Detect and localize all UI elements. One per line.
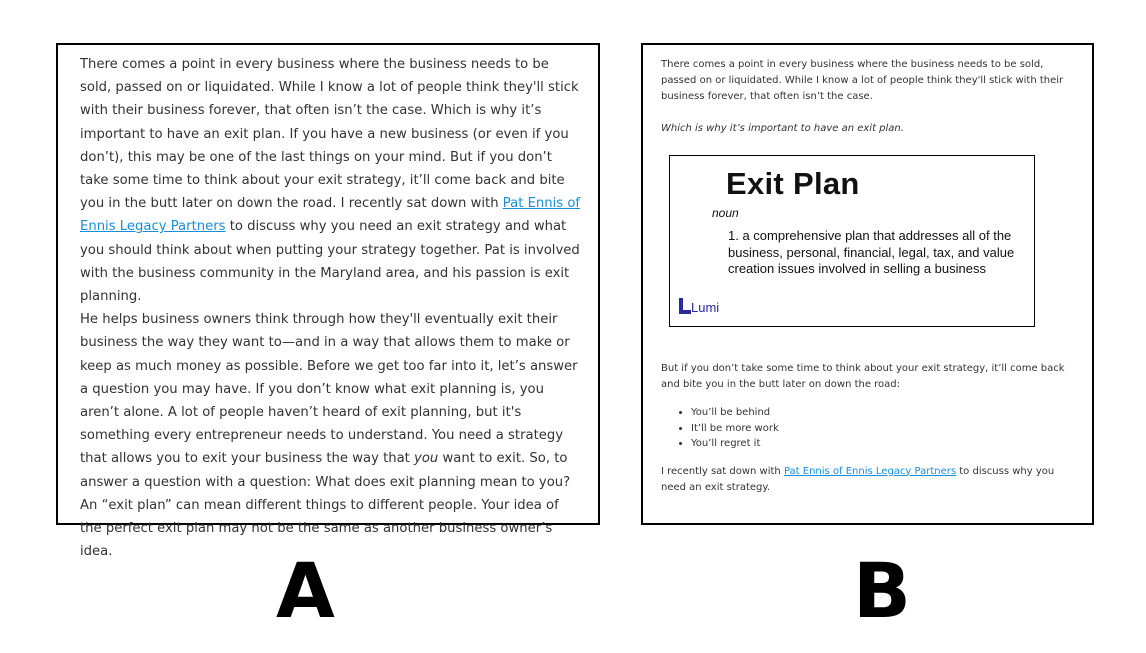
definition-word: Exit Plan [726, 166, 860, 201]
definition-text: 1. a comprehensive plan that addresses all of the business, personal, financial, legal, tax, and value creation issues involved in selling a business [728, 228, 1015, 276]
panel-b-intro: There comes a point in every business where the business needs to be sold, passed on or liquidated. While I know a lot of people think they'll stick with their business forever, that often isn’t the case. [661, 59, 1064, 102]
lumi-logo-text: Lumi [691, 300, 720, 315]
definition-card [669, 155, 1035, 327]
list-item: • You’ll be behind [691, 405, 1081, 421]
panel-b-lower-text [661, 361, 1081, 496]
panel-a [56, 43, 600, 560]
panel-b [641, 43, 1094, 525]
panel-b-top-text [661, 57, 1081, 137]
lumi-logo [678, 297, 722, 315]
label-b: B [853, 546, 911, 635]
panel-b-middle: But if you don’t take some time to think about your exit strategy, it’ll come back and bite you in the butt later on down the road: [661, 363, 1065, 390]
definition-part-of-speech: noun [712, 206, 739, 220]
label-a: A [276, 546, 335, 635]
panel-a-paragraph-2: He helps business owners think through how they'll eventually exit their business the way they want to—and in a way that allows them to make or keep as much money as possible. Before we get too far into it, let’s answer a question you may have. If you don’t know what exit planning is, you aren’t alone. A lot of people haven’t heard of exit planning, but it's something every entrepreneur needs to understand. You need a strategy that allows you to exit your business the way that you want to exit. So, to answer a question with a question: What does exit planning mean to you? An “exit plan” can mean different things to different people. Your idea of the perfect exit plan may not be the same as another business owner’s idea. [80, 312, 578, 560]
pat-ennis-link[interactable]: Pat Ennis of Ennis Legacy Partners [80, 196, 581, 235]
panel-a-paragraph-1: There comes a point in every business where the business needs to be sold, passed on or liquidated. While I know a lot of people think they'll stick with their business forever, that often isn’t the case. Which is why it’s important to have an exit plan. If you have a new business (or even if you don’t), this may be one of the last things on your mind. But if you don’t take some time to think about your exit strategy, it’ll come back and bite you in the butt later on down the road. I recently sat down with Pat Ennis of Ennis Legacy Partners to discuss why you need an exit strategy and what you should think about when putting your strategy together. Pat is involved with the business community in the Maryland area, and his passion is exit planning. [80, 57, 581, 305]
bullet-list [661, 405, 1081, 452]
panel-b-italic-line: Which is why it’s important to have an exit plan. [661, 123, 904, 134]
panel-b-closing: I recently sat down with Pat Ennis of Ennis Legacy Partners to discuss why you need an exit strategy. [661, 465, 1055, 493]
panel-a-text [80, 53, 582, 563]
list-item: • It’ll be more work [691, 421, 1081, 437]
pat-ennis-link-b[interactable]: Pat Ennis of Ennis Legacy Partners [783, 465, 957, 477]
list-item: • You’ll regret it [691, 436, 1081, 452]
